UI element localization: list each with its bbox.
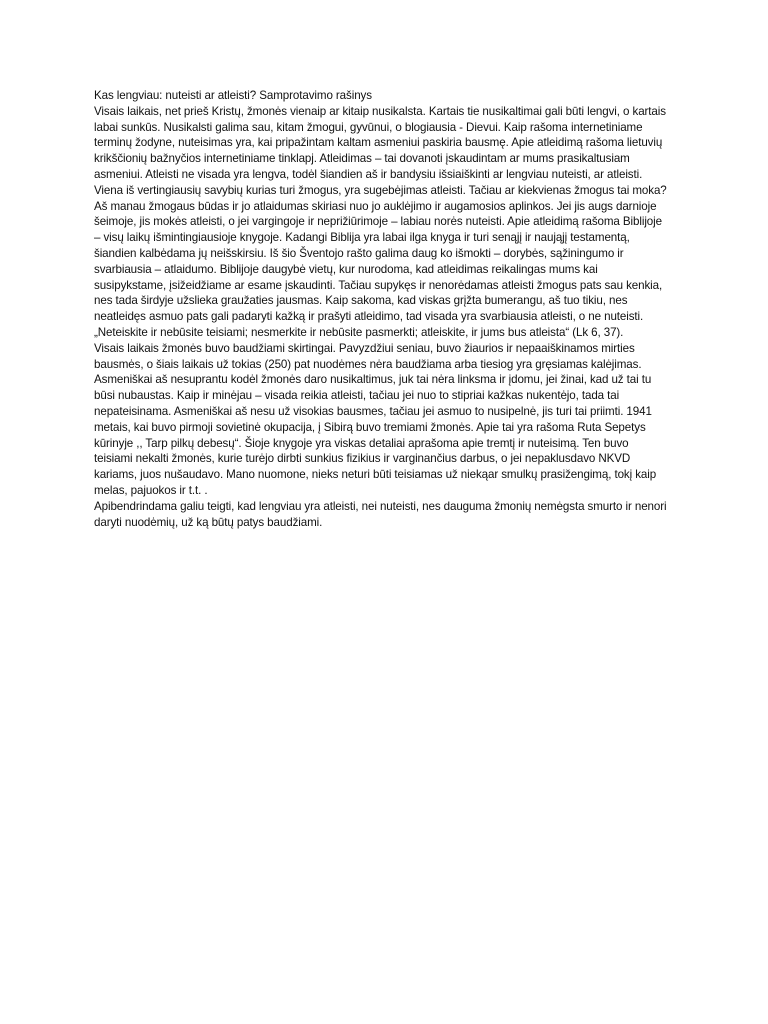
- paragraph-punishment: Visais laikais žmonės buvo baudžiami skirtingai. Pavyzdžiui seniau, buvo žiaurios ir nepaaiškinamos mirties bausmės, o šiais laikais už tokias (250) pat nuodėmes nėra baudžiama arba tiesiog yra gręsiamas kalėjimas. Asmeniškai aš nesuprantu kodėl žmonės daro nusikaltimus, juk tai nėra linksma ir įdomu, jei žinai, kad už tai tu būsi nubaustas. Kaip ir minėjau – visada reikia atleisti, tačiau jei nuo to stipriai kažkas nukentėjo, tada tai nepateisinama. Asmeniškai aš nesu už visokias bausmes, tačiau jei asmuo to nusipelnė, jis turi tai priimti. 1941 metais, kai buvo pirmoji sovietinė okupacija, į Sibirą buvo tremiami žmonės. Apie tai yra rašoma Ruta Sepetys kūrinyje ,, Tarp pilkų debesų“. Šioje knygoje yra viskas detaliai aprašoma apie tremtį ir nuteisimą. Ten buvo teisiami nekalti žmonės, kurie turėjo dirbti sunkius fizikius ir varginančius darbus, o jei nepaklusdavo NKVD kariams, juos nušaudavo. Mano nuomone, nieks neturi būti teisiamas už niekąar smulkų prasižengimą, tokį kaip melas, pajuokos ir t.t. .: [94, 341, 657, 497]
- paragraph-forgiveness: Viena iš vertingiausių savybių kurias turi žmogus, yra sugebėjimas atleisti. Tačiau ar kiekvienas žmogus tai moka? Aš manau žmogaus būdas ir jo atlaidumas skiriasi nuo jo auklėjimo ir augamosios aplinkos. Jei jis augs darnioje šeimoje, jis mokės atleisti, o jei vargingoje ir neprižiūrimoje – labiau norės nuteisti. Apie atleidimą rašoma Biblijoje – visų laikų išmintingiausioje knygoje. Kadangi Biblija yra labai ilga knyga ir turi senąjį ir naująjį testamentą, šiandien kalbėdama jų neišskirsiu. Iš šio Šventojo rašto galima daug ko išmokti – dorybės, sąžiningumo ir svarbiausia – atlaidumo. Biblijoje daugybė vietų, kur nurodoma, kad atleidimas reikalingas mums kai susipykstame, įsižeidžiame ar esame įskaudinti. Tačiau supykęs ir nenorėdamas atleisti žmogus pats sau kenkia, nes tada širdyje užslieka graužaties jausmas. Kaip sakoma, kad viskas grįžta bumerangu, aš tuo tikiu, nes neatleidęs asmuo pats gali padaryti kažką ir prašyti atleidimo, tad visada yra svarbiausia atleisti, o ne nuteisti. „Neteiskite ir nebūsite teisiami; nesmerkite ir nebūsite pasmerkti; atleiskite, ir jums bus atleista“ (Lk 6, 37).: [94, 183, 667, 339]
- document-title: Kas lengviau: nuteisti ar atleisti? Samprotavimo rašinys: [94, 89, 372, 102]
- document-page: [94, 88, 668, 530]
- paragraph-conclusion: Apibendrindama galiu teigti, kad lengviau yra atleisti, nei nuteisti, nes dauguma žmonių nemėgsta smurto ir nenori daryti nuodėmių, už ką būtų patys baudžiami.: [94, 499, 667, 529]
- paragraph-intro: Visais laikais, net prieš Kristų, žmonės vienaip ar kitaip nusikalsta. Kartais tie nusikaltimai gali būti lengvi, o kartais labai sunkūs. Nusikalsti galima sau, kitam žmogui, gyvūnui, o blogiausia - Dievui. Kaip rašoma internetiniame terminų žodyne, nuteisimas yra, kai pripažintam kaltam asmeniui paskiria bausmę. Apie atleidimą rašoma lietuvių krikščionių bažnyčios internetiniame tinklapj. Atleidimas – tai dovanoti įskaudintam ar mums prasikaltusiam asmeniui. Atleisti ne visada yra lengva, todėl šiandien aš ir bandysiu išsiaiškinti ar lengviau nuteisti, ar atleisti.: [94, 104, 666, 181]
